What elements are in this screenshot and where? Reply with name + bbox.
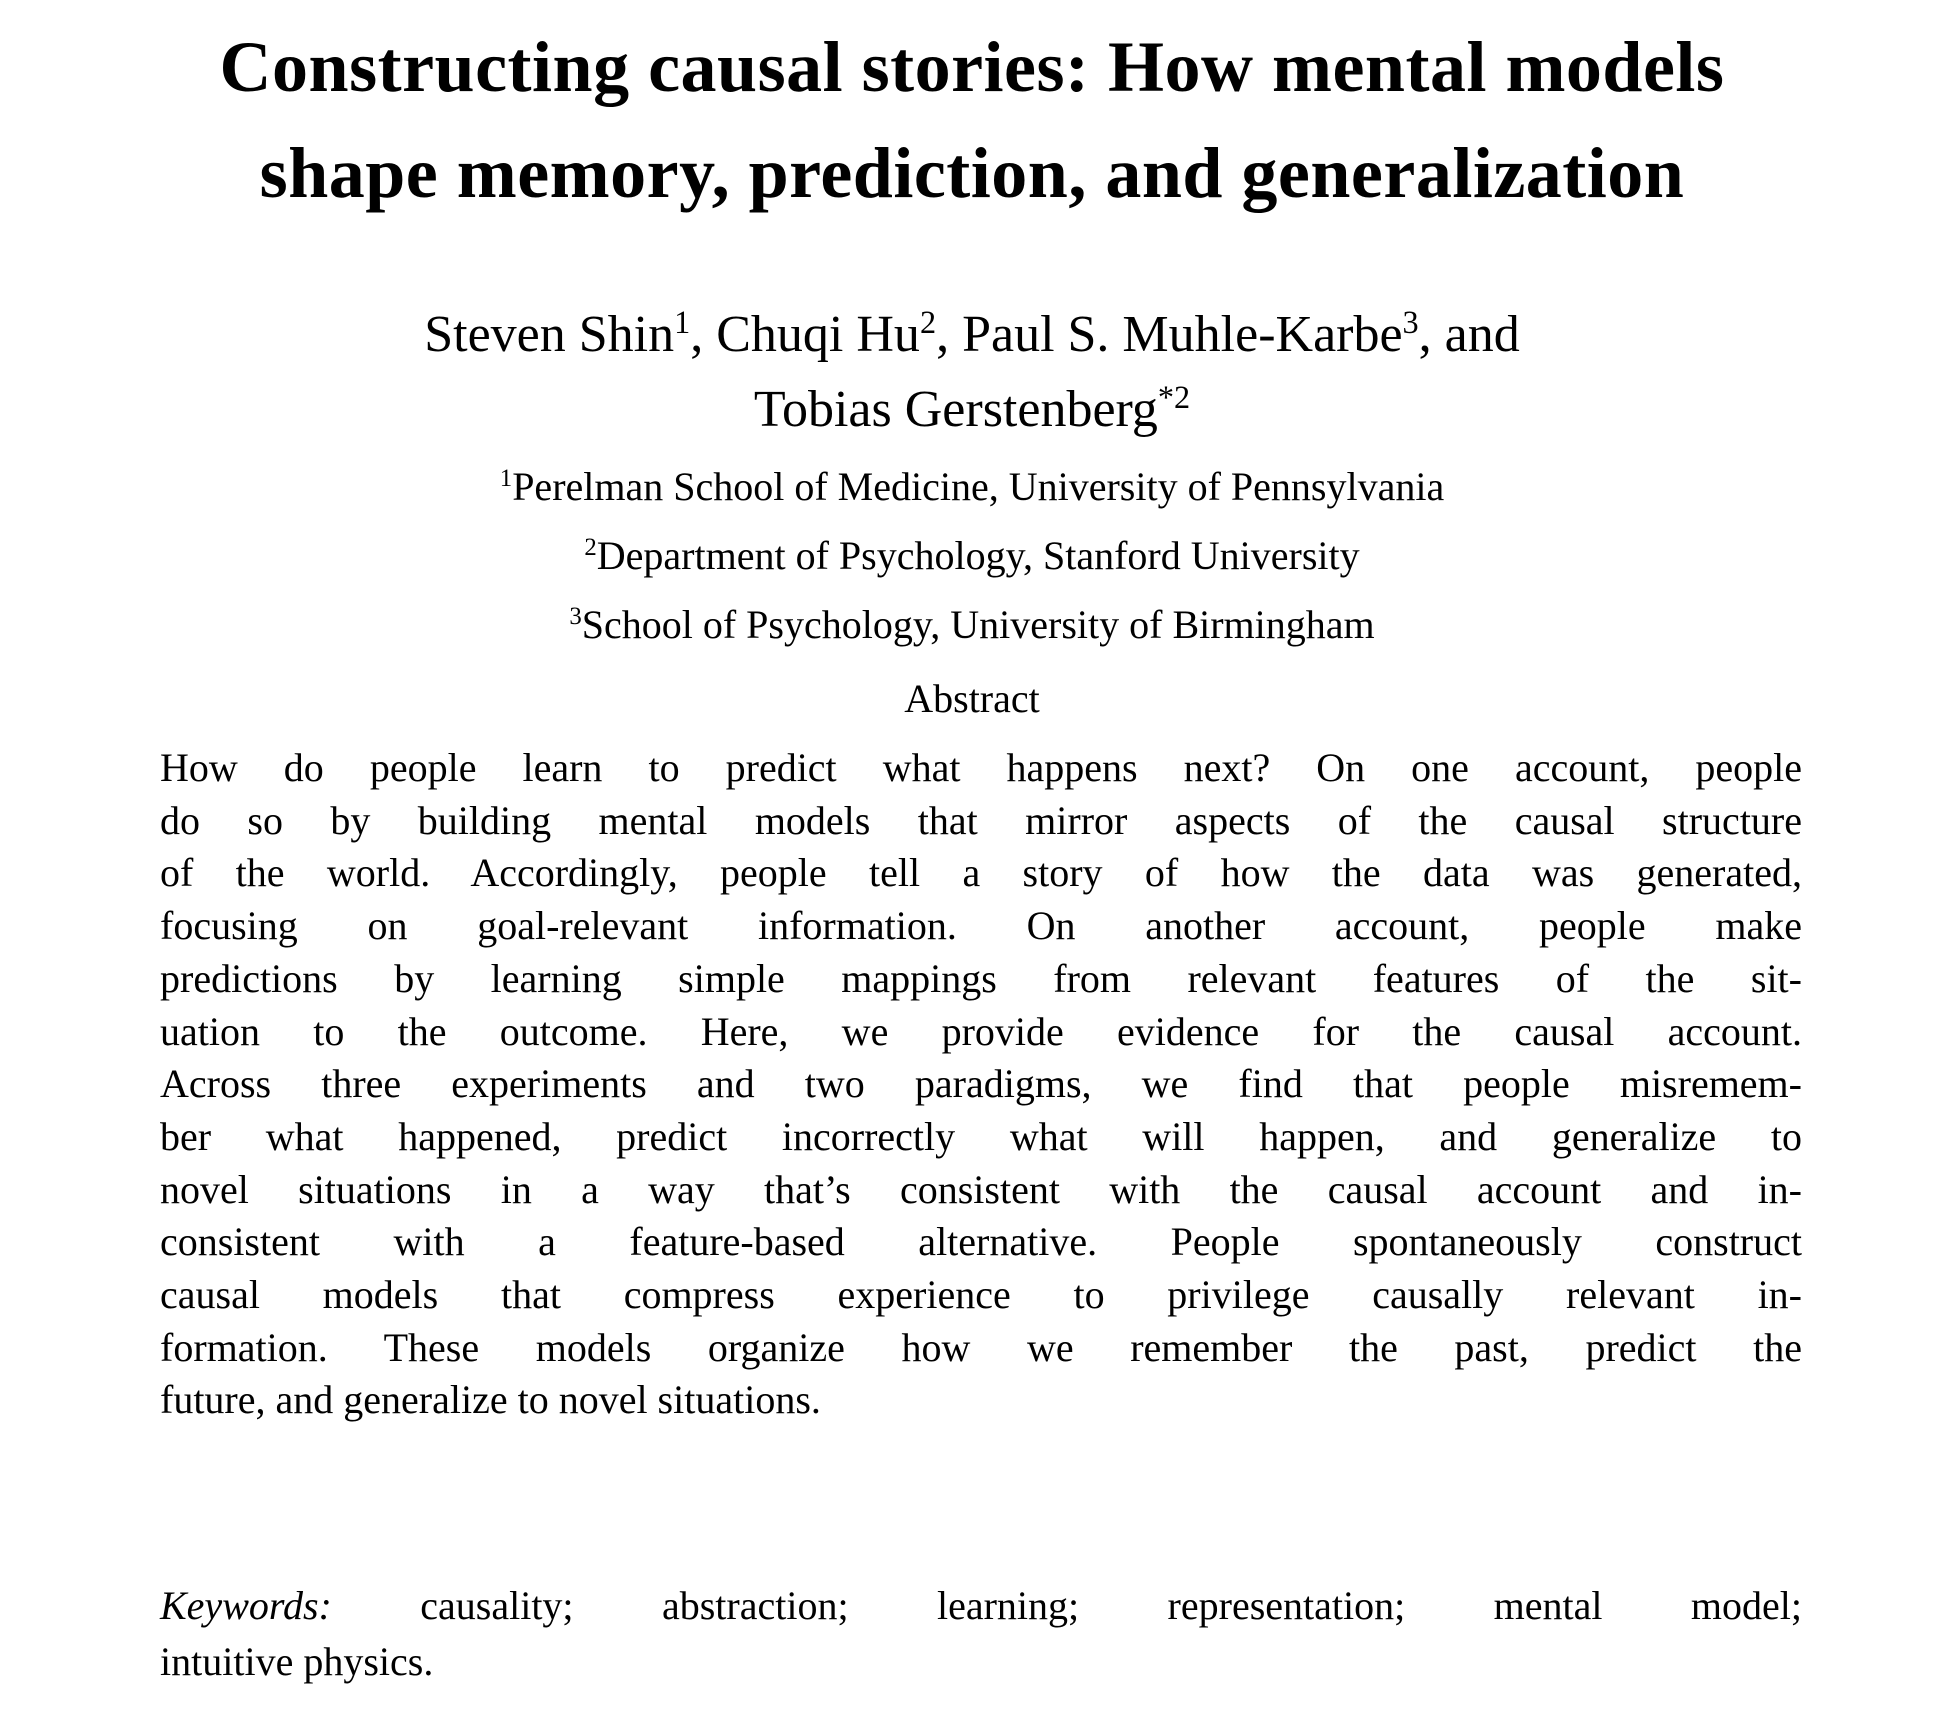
affiliation [0,455,1944,524]
abstract-line: do so by building mental models that mirror aspects of the causal structure [160,797,1802,843]
author-line-1 [0,300,1944,375]
abstract-line: consistent with a feature-based alternative. People spontaneously construct [160,1219,1802,1265]
keywords-label: Keywords: [160,1583,332,1628]
author-affiliation-mark: 1 [674,304,691,341]
author-affiliation-mark: *2 [1157,379,1191,416]
keywords-line-2: intuitive physics. [160,1639,434,1684]
author-name: Steven Shin [424,306,675,363]
separator: , [690,306,704,363]
separator: , [936,306,950,363]
abstract-line: uation to the outcome. Here, we provide evidence for the causal account. [160,1008,1802,1054]
affiliation-text: School of Psychology, University of Birmingham [581,602,1375,647]
abstract-line: ber what happened, predict incorrectly what will happen, and generalize to [160,1113,1802,1159]
affiliation-mark: 2 [584,534,597,562]
author-affiliation-mark: 3 [1402,304,1419,341]
title-line-2: shape memory, prediction, and generalization [259,133,1685,213]
abstract-line: causal models that compress experience to privilege causally relevant in- [160,1272,1802,1318]
affiliation-text: Department of Psychology, Stanford University [596,533,1360,578]
author-name: Paul S. Muhle-Karbe [962,306,1403,363]
paper-title [0,14,1944,226]
keywords-text: causality; abstraction; learning; representation; mental model; [420,1583,1803,1628]
abstract-line: formation. These models organize how we remember the past, predict the [160,1324,1802,1370]
author-name: Chuqi Hu [716,306,920,363]
affiliation-text: Perelman School of Medicine, University of Pennsylvania [512,464,1445,509]
author-name: Tobias Gerstenberg [753,381,1158,438]
author-affiliation-mark: 2 [919,304,937,341]
abstract-line: focusing on goal-relevant information. On another account, people make [160,903,1802,949]
affiliation [0,593,1944,662]
abstract-heading: Abstract [904,676,1040,721]
affiliation-mark: 1 [499,465,513,493]
keywords-line-1 [160,1578,1802,1634]
abstract-line: of the world. Accordingly, people tell a story of how the data was generated, [160,850,1802,896]
author-line-2 [0,375,1944,450]
abstract-body [160,742,1802,1427]
affiliation-list [0,455,1944,662]
title-line-1: Constructing causal stories: How mental models [219,27,1725,107]
author-list [0,300,1944,450]
abstract-line: How do people learn to predict what happens next? On one account, people [160,745,1802,790]
keywords [160,1578,1802,1690]
separator: , and [1418,306,1520,363]
affiliation-mark: 3 [569,603,582,631]
abstract-line: Across three experiments and two paradigms, we find that people misremem- [160,1061,1802,1107]
abstract-line: predictions by learning simple mappings from relevant features of the sit- [160,955,1802,1001]
abstract-line: novel situations in a way that’s consistent with the causal account and in- [160,1166,1802,1212]
affiliation [0,524,1944,593]
abstract-line: future, and generalize to novel situations. [160,1377,821,1423]
